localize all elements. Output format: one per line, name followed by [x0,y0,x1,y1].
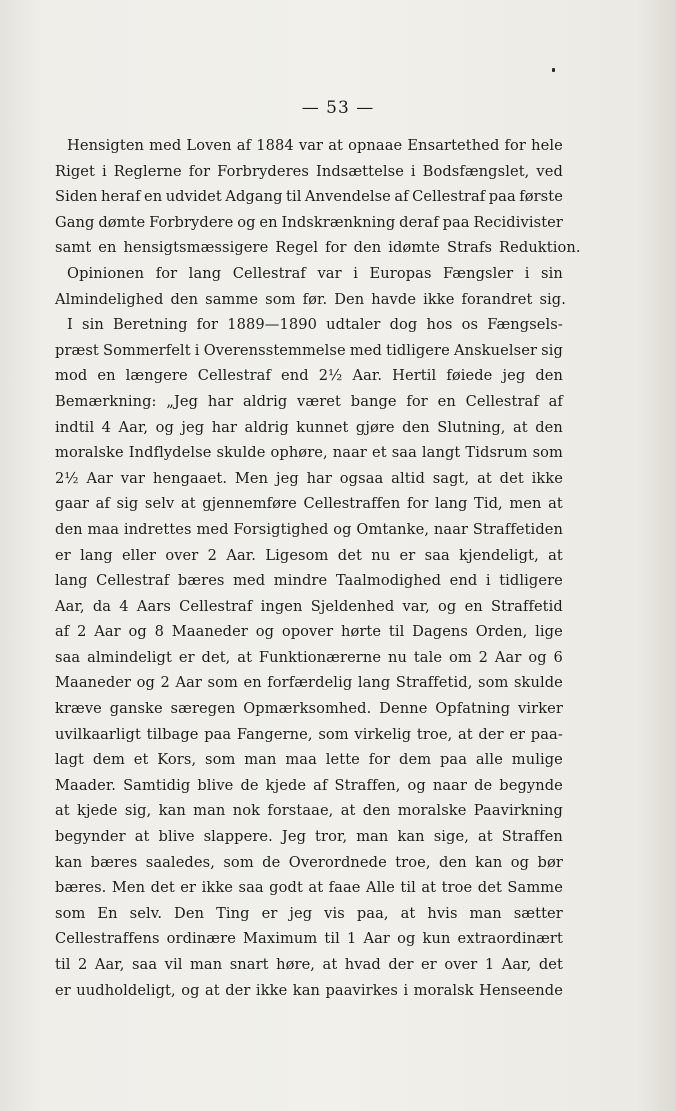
text-line: som En selv. Den Ting er jeg vis paa, at hvis man sætter [55,904,563,922]
text-line: at kjede sig, kan man nok forstaae, at den moralske Paavirkning [55,802,563,820]
text-line: mod en længere Cellestraf end 2½ Aar. Hertil føiede jeg den [55,367,563,385]
text-line: Gang dømte Forbrydere og en Indskrænkning deraf paa Recidivister [55,213,563,231]
page-number: — 53 — [301,98,375,118]
text-line: Bemærkning: „Jeg har aldrig været bange for en Cellestraf af [55,392,563,410]
text-line: den maa indrettes med Forsigtighed og Omtanke, naar Straffetiden [55,520,563,538]
text-line: Aar, da 4 Aars Cellestraf ingen Sjeldenhed var, og en Straffetid [55,597,563,615]
text-line: Riget i Reglerne for Forbryderes Indsættelse i Bodsfængslet, ved [55,162,563,180]
text-line: Siden heraf en udvidet Adgang til Anvendelse af Cellestraf paa første [55,188,563,206]
text-line: er uudholdeligt, og at der ikke kan paavirkes i moralsk Henseende [55,981,563,999]
text-line: 2½ Aar var hengaaet. Men jeg har ogsaa altid sagt, at det ikke [55,469,563,487]
text-line: saa almindeligt er det, at Funktionærerne nu tale om 2 Aar og 6 [55,648,563,666]
text-line: Maader. Samtidig blive de kjede af Straffen, og naar de begynde [55,776,563,794]
text-line: er lang eller over 2 Aar. Ligesom det nu er saa kjendeligt, at [55,546,563,564]
text-line: Cellestraffens ordinære Maximum til 1 Aar og kun extraordinært [55,930,563,948]
text-line: I sin Beretning for 1889—1890 udtaler dog hos os Fængsels- [67,316,563,334]
text-line: kræve ganske særegen Opmærksomhed. Denne Opfatning virker [55,700,563,718]
text-line: af 2 Aar og 8 Maaneder og opover hørte til Dagens Orden, lige [55,623,563,641]
text-line: præst Sommerfelt i Overensstemmelse med tidligere Anskuelser sig [55,341,563,359]
text-line: bæres. Men det er ikke saa godt at faae Alle til at troe det Samme [55,879,563,897]
text-line: til 2 Aar, saa vil man snart høre, at hvad der er over 1 Aar, det [55,956,563,973]
text-line: lang Cellestraf bæres med mindre Taalmodighed end i tidligere [55,572,563,590]
text-line: gaar af sig selv at gjennemføre Cellestraffen for lang Tid, men at [55,495,563,513]
text-line: begynder at blive slappere. Jeg tror, man kan sige, at Straffen [55,828,563,846]
text-line: lagt dem et Kors, som man maa lette for dem paa alle mulige [55,751,563,769]
text-line: kan bæres saaledes, som de Overordnede troe, den kan og bør [55,853,563,871]
text-line: indtil 4 Aar, og jeg har aldrig kunnet gjøre den Slutning, at den [55,418,563,436]
text-line: moralske Indflydelse skulde ophøre, naar et saa langt Tidsrum som [55,444,563,462]
text-line: Maaneder og 2 Aar som en forfærdelig lang Straffetid, som skulde [55,674,563,692]
text-line: Opinionen for lang Cellestraf var i Europas Fængsler i sin [67,264,563,282]
text-line: Almindelighed den samme som før. Den havde ikke forandret sig. [55,290,566,308]
text-line: Hensigten med Loven af 1884 var at opnaae Ensartethed for hele [67,137,563,154]
body-text [55,133,581,1003]
ink-speck [552,68,555,72]
text-line: samt en hensigtsmæssigere Regel for den idømte Strafs Reduktion. [55,239,581,257]
text-line: uvilkaarligt tilbage paa Fangerne, som virkelig troe, at der er paa- [55,725,563,743]
